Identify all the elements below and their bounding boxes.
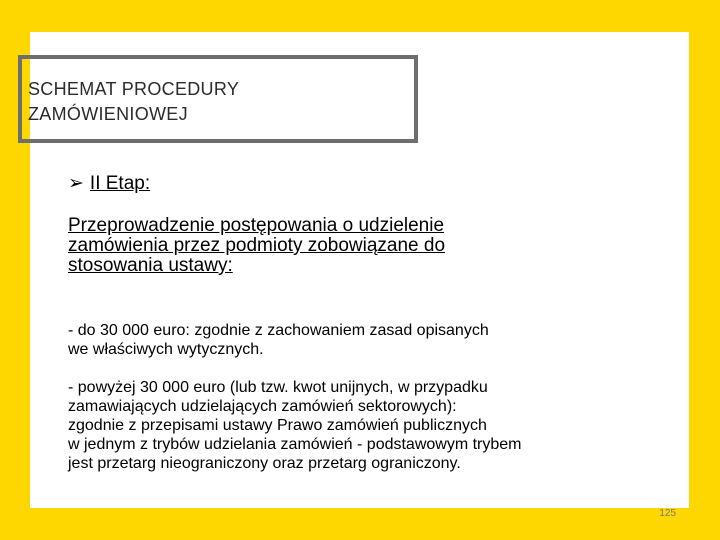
slide-title <box>28 77 358 127</box>
arrow-bullet-icon: ➢ <box>68 173 84 194</box>
para1-line-2: we właściwych wytycznych. <box>68 341 264 358</box>
page-number: 125 <box>659 508 676 519</box>
heading-line-3: stosowania ustawy: <box>68 255 233 276</box>
title-line-1: SCHEMAT PROCEDURY <box>28 79 240 99</box>
para2-line-2: zamawiających udzielających zamówień sektorowych): <box>68 398 457 415</box>
stage-bullet <box>68 172 150 195</box>
paragraph-below-threshold <box>68 321 668 359</box>
para1-line-1: - do 30 000 euro: zgodnie z zachowaniem zasad opisanych <box>68 322 489 339</box>
stage-label: II Etap: <box>89 172 151 194</box>
para2-line-1: - powyżej 30 000 euro (lub tzw. kwot unijnych, w przypadku <box>68 379 488 396</box>
heading-line-1: Przeprowadzenie postępowania o udzielenie <box>68 215 445 236</box>
para2-line-4: w jednym z trybów udzielania zamówień - podstawowym trybem <box>68 436 522 453</box>
para2-line-3: zgodnie z przepisami ustawy Prawo zamówień publicznych <box>68 417 487 434</box>
para2-line-5: jest przetarg nieograniczony oraz przetarg ograniczony. <box>68 455 461 472</box>
title-line-2: ZAMÓWIENIOWEJ <box>28 104 188 124</box>
heading-line-2: zamówienia przez podmioty zobowiązane do <box>68 235 446 256</box>
paragraph-above-threshold <box>68 378 668 473</box>
section-heading <box>68 216 588 276</box>
